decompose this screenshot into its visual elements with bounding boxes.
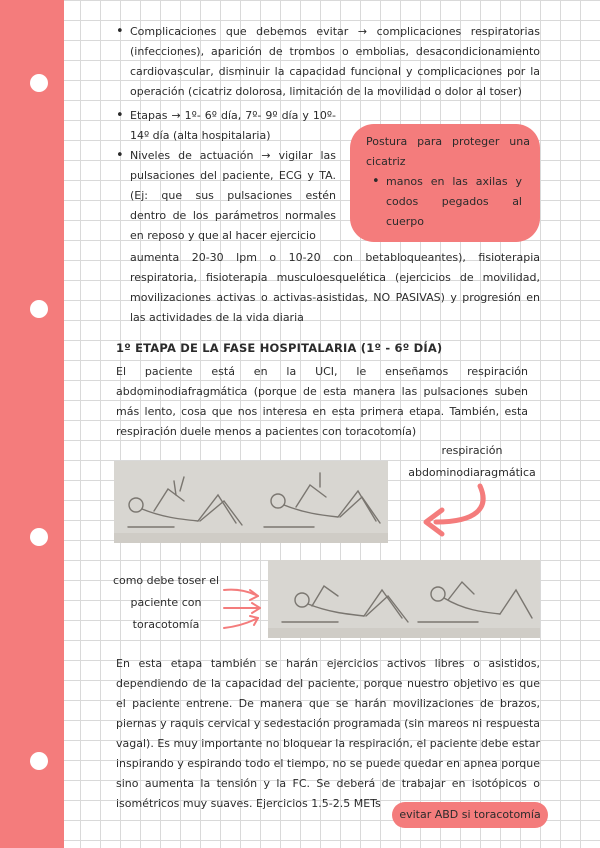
posture-card-title: Postura para proteger una cicatriz [366, 135, 530, 168]
posture-card [350, 124, 540, 242]
caption-cough: como debe toser el paciente con toracotomía [112, 574, 220, 631]
cough-exercise-photo [268, 560, 540, 638]
bullet-dot: • [116, 24, 124, 39]
posture-card-item: manos en las axilas y codos pegados al cuerpo [386, 175, 522, 228]
section-heading: 1º ETAPA DE LA FASE HOSPITALARIA (1º - 6º DÍA) [116, 341, 443, 355]
curved-arrow-icon [418, 482, 498, 542]
binder-hole [30, 300, 48, 318]
levels-continuation: aumenta 20-30 lpm o 10-20 con betabloqueantes), fisioterapia respiratoria, fisioterapia musculoesquelética (ejercicios de movilidad, movilizaciones activas o activas-asistidas, NO PASIVAS) y progresión en las actividades de la vida diaria [130, 251, 540, 324]
bullet-stages: Etapas → 1º- 6º día, 7º- 9º día y 10º- 14º día (alta hospitalaria) [130, 109, 336, 142]
bullet-dot: • [372, 174, 380, 189]
binder-hole [30, 74, 48, 92]
note-pill: evitar ABD si toracotomía [392, 802, 548, 828]
binder-hole [30, 528, 48, 546]
bullet-dot: • [116, 148, 124, 163]
binder-hole [30, 752, 48, 770]
breathing-exercise-photo [114, 461, 388, 543]
paragraph-exercises: En esta etapa también se harán ejercicios activos libres o asistidos, dependiendo de la capacidad del paciente, porque nuestro objetivo es que el paciente entrene. De manera que se harán movilizaciones de brazos, piernas y raquis cervical y sedestación programada (sin mareos ni respuesta vagal). Es muy importante no bloquear la respiración, el paciente debe estar inspirando y espirando todo el tiempo, no se puede quedar en apnea porque sino aumenta la tensión y la FC. Se deberá de trabajar en isotópicos o isométricos muy suaves. Ejercicios 1.5-2.5 METs [116, 657, 540, 810]
notebook-margin [0, 0, 64, 848]
three-arrows-icon [222, 584, 268, 634]
caption-breathing: respiración abdominodiaragmática [408, 444, 536, 479]
paragraph-uci: El paciente está en la UCI, le enseñamos respiración abdominodiafragmática (porque de esta manera las pulsaciones suben más lento, cosa que nos interesa en esta primera etapa. También, esta respiración duele menos a pacientes con toracotomía) [116, 365, 528, 438]
bullet-complications: Complicaciones que debemos evitar → complicaciones respiratorias (infecciones), aparición de trombos o embolias, desacondicionamiento cardiovascular, disminuir la capacidad funcional y complicaciones por la operación (cicatriz dolorosa, limitación de la movilidad o dolor al toser) [130, 25, 540, 98]
bullet-dot: • [116, 108, 124, 123]
bullet-levels: Niveles de actuación → vigilar las pulsaciones del paciente, ECG y TA. (Ej: que sus pulsaciones estén dentro de los parámetros normales en reposo y que al hacer ejercicio [130, 149, 336, 242]
